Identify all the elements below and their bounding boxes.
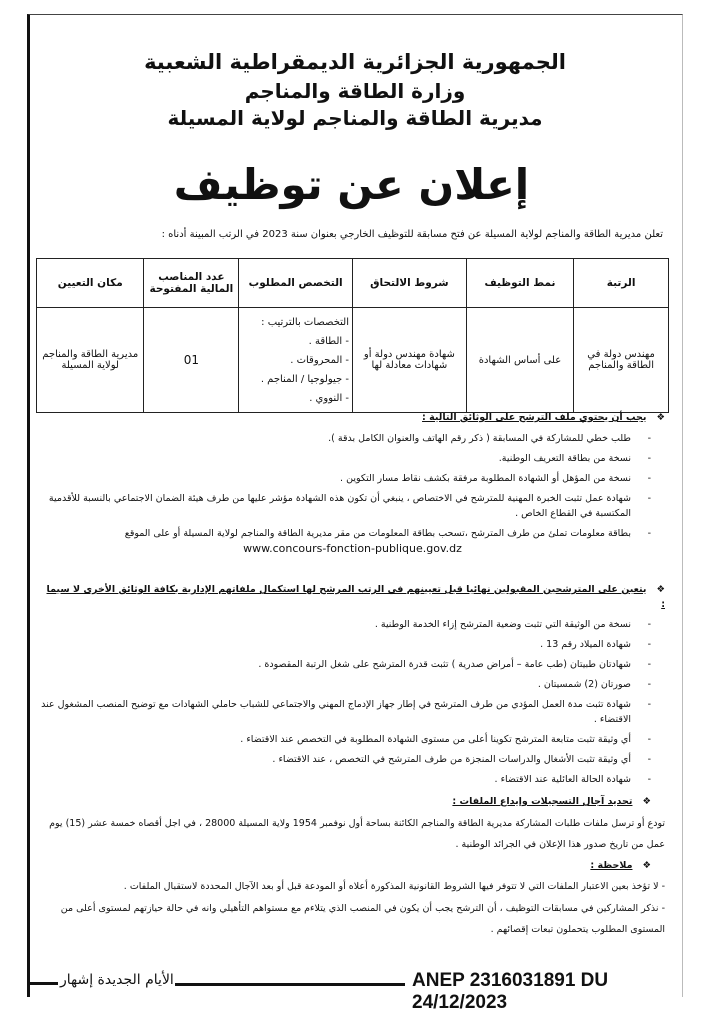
list-item: - شهادة عمل تثبت الخبرة المهنية للمترشح في الاختصاص ، ينبغي أن تكون هذه الشهادة مؤشر عليها من طرف هيئة الضمان الاجتماعي بالنسبة للأقدمية المكتسبة في القطاع الخاص . [40,491,651,521]
specialty-intro: التخصصات بالترتيب : [261,316,350,328]
note-item: - لا تؤخذ بعين الاعتبار الملفات التي لا تتوفر فيها الشروط القانونية المذكورة أعلاه أو المودعة قبل أو بعد الآجال المحددة لاستقبال الملفات . [123,881,665,892]
section-required-documents [40,408,665,556]
section-heading: يتعين على المترشحين المقبولين نهائيا قبل تعيينهم في الرتب المرشح لها استكمال ملفاتهم الإدارية بكافة الوثائق الأخرى لا سيما : [46,584,665,610]
col-place: مكان التعيين [37,259,144,308]
diamond-bullet-icon: ❖ [656,412,665,423]
positions-table [36,258,669,413]
cell-positions: 01 [144,308,239,413]
list-item: - شهادة الميلاد رقم 13 . [40,637,651,652]
col-specialty: التخصص المطلوب [239,259,353,308]
section-heading: تحديد آجال التسجيلات وإيداع الملفات : [452,796,633,807]
footer-rule [175,983,405,986]
section-notes [40,856,665,940]
header-republic: الجمهورية الجزائرية الديمقراطية الشعبية [144,50,566,74]
website-link[interactable]: www.concours-fonction-publique.gov.dz [243,542,462,555]
col-rank: الرتبة [574,259,669,308]
footer-rule [30,982,58,985]
list-item: - أي وثيقة تثبت متابعة المترشح تكوينا أعلى من مستوى الشهادة المطلوبة في التخصص عند الاقتضاء . [40,732,651,747]
col-positions: عدد المناصب المالية المفتوحة [144,259,239,308]
list-item: - طلب خطي للمشاركة في المسابقة ( ذكر رقم الهاتف والعنوان الكامل بدقة ). [40,431,651,446]
header-directorate: مديرية الطاقة والمناجم لولاية المسيلة [167,106,543,130]
section-heading: ملاحظة : [590,860,633,871]
deadline-text: تودع أو ترسل ملفات طلبات المشاركة مديرية الطاقة والمناجم الكائنة بساحة أول نوفمبر 1954 ولاية المسيلة 28000 ، في اجل أقصاه خمسة عشر (15) يوم عمل من تاريخ صدور هذا الإعلان في الجرائد الوطنية . [49,818,665,850]
section-deadlines [40,792,665,855]
specialty-item: - الطاقة . [308,335,350,347]
diamond-bullet-icon: ❖ [642,796,651,807]
table-header-row [37,259,669,308]
page-title: إعلان عن توظيف [173,160,530,209]
cell-conditions: شهادة مهندس دولة أو شهادات معادلة لها [353,308,467,413]
specialty-item: - جيولوجيا / المناجم . [260,373,350,385]
intro-text: تعلن مديرية الطاقة والمناجم لولاية المسيلة عن فتح مسابقة للتوظيف الخارجي بعنوان سنة 2023 في الرتب المبينة أدناه : [161,229,663,240]
anep-reference: ANEP 2316031891 DU 24/12/2023 [412,970,609,1013]
cell-mode: على أساس الشهادة [466,308,573,413]
col-mode: نمط التوظيف [466,259,573,308]
footer [30,970,680,1013]
publisher-label: الأيام الجديدة إشهار [60,972,174,988]
header-ministry: وزارة الطاقة والمناجم [244,79,466,103]
section-additional-documents [40,580,665,792]
specialty-item: - المحروقات . [290,354,350,366]
list-item: - أي وثيقة تثبت الأشغال والدراسات المنجزة من طرف المترشح في التخصص ، عند الاقتضاء . [40,752,651,767]
list-item: - شهادة تثبت مدة العمل المؤدي من طرف المترشح في إطار جهاز الإدماج المهني والاجتماعي للشباب حاملي الشهادات مع توضيح المنصب المشغول عند الاقتضاء . [40,697,651,727]
list-item: - نسخة من المؤهل أو الشهادة المطلوبة مرفقة بكشف نقاط مسار التكوين . [40,471,651,486]
note-item: - نذكر المشاركين في مسابقات التوظيف ، أن الترشح يجب أن يكون في المنصب الذي يتلاءم مع مستواهم التأهيلي وانه في حالة حيازتهم لمستوى أعلى من المستوى المطلوب يتحملون تبعات إقصائهم . [60,903,665,935]
cell-specialty [239,308,353,413]
diamond-bullet-icon: ❖ [642,860,651,871]
specialty-item: - النووي . [309,392,350,404]
list-item: - بطاقة معلومات تملئ من طرف المترشح ،تسحب بطاقة المعلومات من مقر مديرية الطاقة والمناجم لولاية المسيلة أو على الموقع [40,526,651,541]
col-conditions: شروط الالتحاق [353,259,467,308]
diamond-bullet-icon: ❖ [656,584,665,595]
list-item: - صورتان (2) شمسيتان . [40,677,651,692]
list-item: - شهادة الحالة العائلية عند الاقتضاء . [40,772,651,787]
cell-place: مديرية الطاقة والمناجم لولاية المسيلة [37,308,144,413]
list-item: - شهادتان طبيتان (طب عامة – أمراض صدرية ) تثبت قدرة المترشح على شغل الرتبة المقصودة . [40,657,651,672]
section-heading: يجب أن يحتوي ملف الترشح على الوثائق التالية : [422,412,647,423]
list-item: - نسخة من الوثيقة التي تثبت وضعية المترشح إزاء الخدمة الوطنية . [40,617,651,632]
table-row [37,308,669,413]
cell-rank: مهندس دولة في الطاقة والمناجم [574,308,669,413]
list-item: - نسخة من بطاقة التعريف الوطنية. [40,451,651,466]
